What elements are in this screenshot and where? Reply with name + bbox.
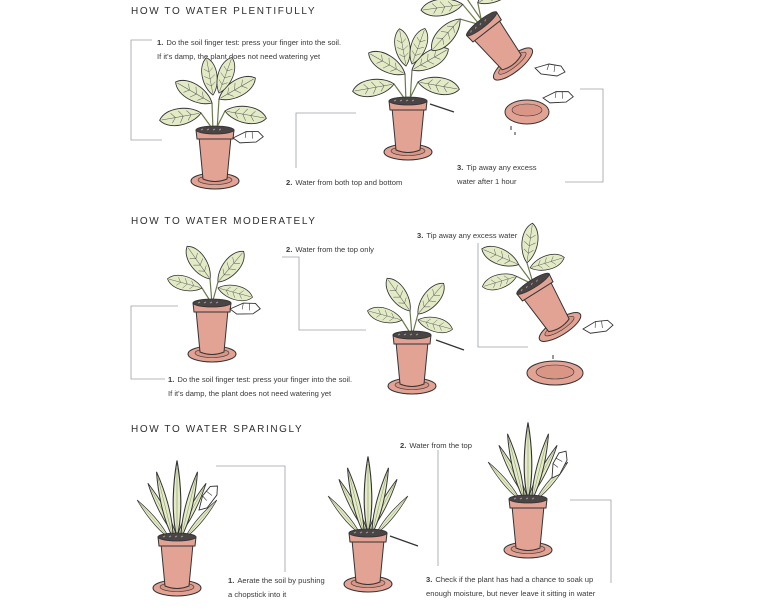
step-number: 2.: [400, 441, 407, 450]
plentifully-plant-1: [158, 55, 268, 189]
step-text: Water from the top only: [295, 245, 374, 254]
step-number: 1.: [228, 576, 235, 585]
section-title-plentifully: HOW TO WATER PLENTIFULLY: [131, 6, 317, 17]
step-number: 3.: [457, 163, 464, 172]
step-text-line-2: enough moisture, but never leave it sitting in water: [426, 589, 596, 598]
step-text: Do the soil finger test: press your finger into the soil.: [166, 38, 342, 47]
step-number: 2.: [286, 178, 293, 187]
step-number: 1.: [168, 375, 175, 384]
step-text: Water from the top: [409, 441, 472, 450]
step-number: 2.: [286, 245, 293, 254]
moderately-plant-2: [366, 274, 464, 394]
moderately-plant-3-tipping: [461, 209, 614, 385]
step-text-line-2: a chopstick into it: [228, 590, 287, 599]
step-text: Tip away any excess water: [426, 231, 518, 240]
step-text: Aerate the soil by pushing: [237, 576, 325, 585]
step-text: Do the soil finger test: press your finger into the soil.: [177, 375, 353, 384]
step-number: 3.: [417, 231, 424, 240]
step-text-line-2: water after 1 hour: [457, 177, 517, 186]
moderately-plant-1: [166, 242, 261, 362]
step-text: Tip away any excess: [466, 163, 537, 172]
sparingly-plant-1: [135, 461, 221, 597]
step-number: 3.: [426, 575, 433, 584]
step-text: Water from both top and bottom: [295, 178, 403, 187]
sparingly-plant-2: [326, 457, 418, 593]
step-number: 1.: [157, 38, 164, 47]
sparingly-plant-3: [486, 423, 570, 559]
step-text-line-2: If it's damp, the plant does not need watering yet: [157, 52, 321, 61]
section-title-sparingly: HOW TO WATER SPARINGLY: [131, 424, 304, 435]
step-text-line-2: If it's damp, the plant does not need watering yet: [168, 389, 332, 398]
section-title-moderately: HOW TO WATER MODERATELY: [131, 216, 317, 227]
step-text: Check if the plant has had a chance to soak up: [435, 575, 594, 584]
